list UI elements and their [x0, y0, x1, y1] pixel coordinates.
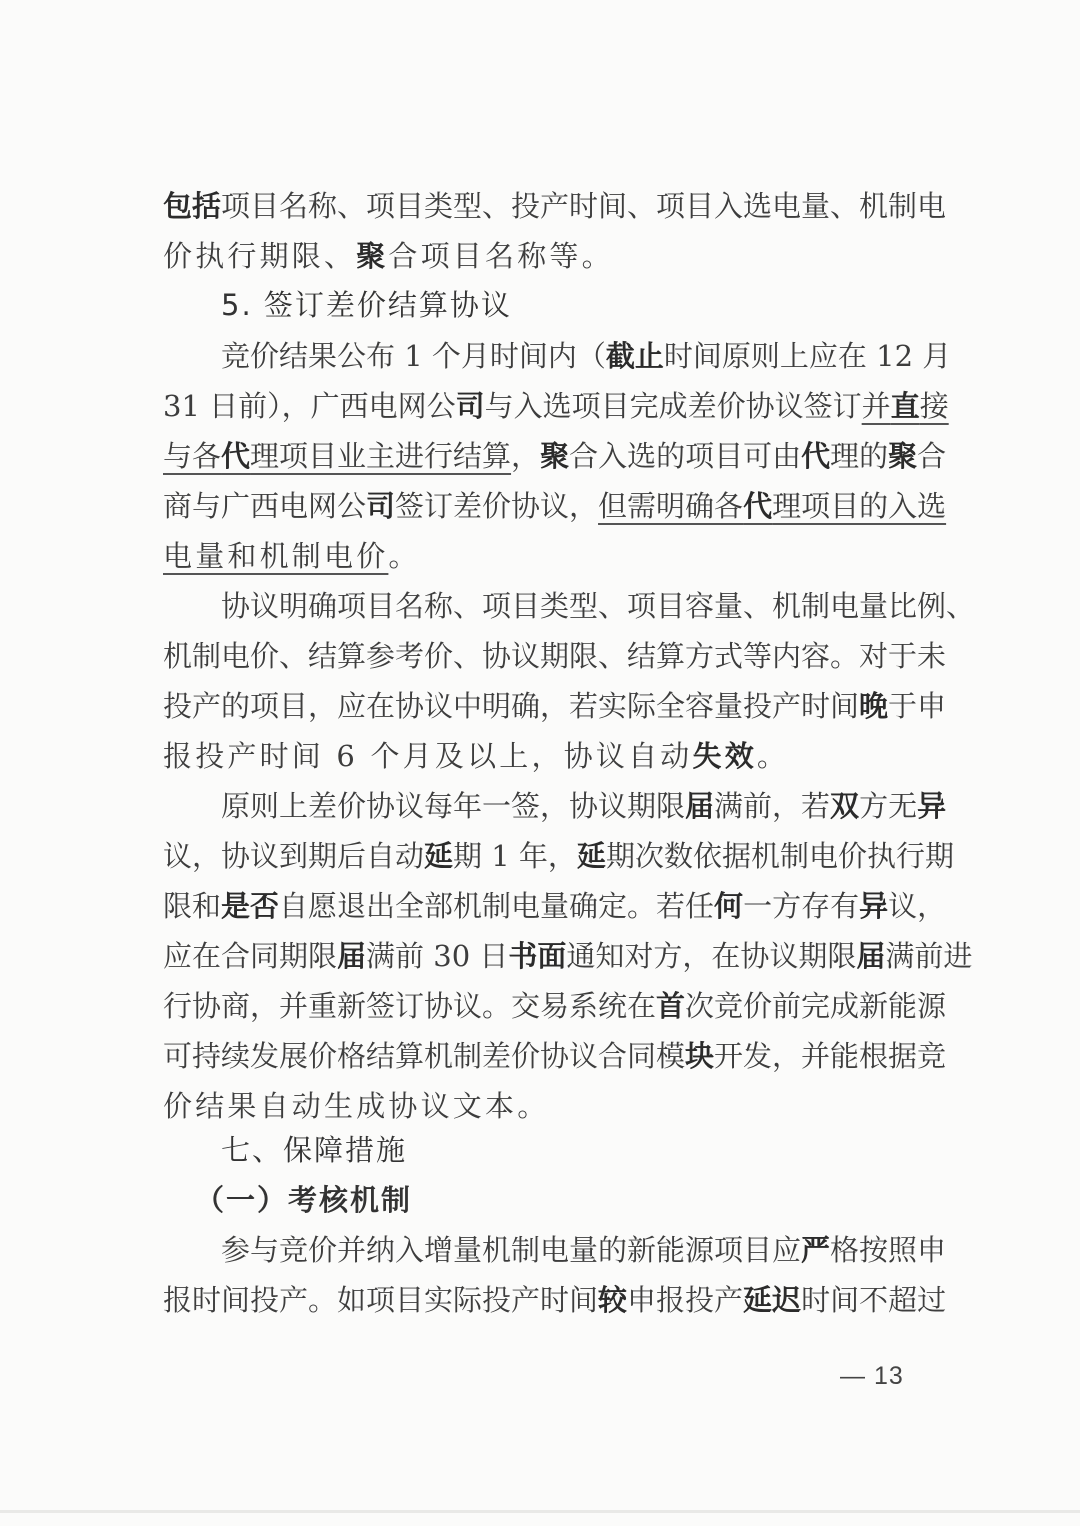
text-span: 首	[656, 989, 686, 1023]
text-span: 合	[917, 439, 947, 473]
text-span: ，	[511, 439, 541, 473]
text-span: 机制电价、结算参考价、协议期限、结算方式等内容。对于未	[163, 639, 947, 673]
text-span: 包括	[163, 189, 222, 223]
text-span: 于申	[888, 689, 947, 723]
paragraph-line	[163, 1086, 923, 1126]
text-span: 何	[714, 889, 744, 923]
text-span: 满前进	[885, 939, 973, 973]
text-span: 投产的项目，应在协议中明确，若实际全容量投产时间	[163, 689, 860, 723]
paragraph-line	[163, 686, 947, 726]
text-span: 应在合同期限	[163, 939, 338, 973]
text-span: 签订差价协议，	[395, 489, 599, 523]
text-span: 原则上差价协议每年一签，协议期限	[221, 789, 686, 823]
text-span: 是否	[221, 889, 280, 923]
text-span: 与入选项目完成差价协议签订	[484, 389, 862, 423]
text-span: 报投产时间 6 个月及以上，协议自动	[163, 739, 693, 773]
text-span: 严	[801, 1233, 831, 1267]
text-span: 开发，并能根据竞	[714, 1039, 947, 1073]
text-span: 理的	[830, 439, 889, 473]
underlined-text: 电量和机制电价	[163, 539, 389, 573]
text-span: 届	[856, 939, 886, 973]
paragraph-line	[163, 486, 947, 526]
text-span: 失效	[692, 739, 757, 773]
paragraph-line	[163, 436, 947, 476]
subsection-heading: （一）考核机制	[195, 1183, 413, 1217]
text-span: 合入选的项目可由	[569, 439, 802, 473]
text-span: 聚	[356, 239, 389, 273]
paragraph-line	[221, 336, 952, 376]
underlined-text: 直	[890, 389, 920, 423]
underlined-text: 与各	[163, 439, 222, 473]
underlined-text: 代	[743, 489, 773, 523]
text-span: 竞价结果公布 1 个月时间内（	[221, 339, 606, 373]
text-span: 聚	[888, 439, 918, 473]
text-span: 延	[576, 839, 606, 873]
text-span: 满前，若	[714, 789, 831, 823]
paragraph-line	[221, 786, 947, 826]
text-span: 代	[801, 439, 831, 473]
text-span: 价执行期限、	[163, 239, 357, 273]
text-span: 价结果自动生成协议文本。	[163, 1089, 550, 1123]
text-span: 。	[388, 539, 421, 573]
paragraph-line	[163, 1036, 947, 1076]
underlined-text: 代	[221, 439, 251, 473]
text-span: 司	[455, 389, 485, 423]
text-span: 商与广西电网公	[163, 489, 367, 523]
paragraph-line	[163, 936, 973, 976]
paragraph-line	[163, 186, 947, 226]
text-span: 。	[756, 739, 790, 773]
text-span: 合项目名称等。	[388, 239, 614, 273]
text-span: 申报投产	[627, 1283, 744, 1317]
text-span: 届	[685, 789, 715, 823]
text-span: 议，	[888, 889, 947, 923]
underlined-text: 接	[919, 389, 949, 423]
text-span: 通知对方，在协议期限	[566, 939, 857, 973]
text-span: 书面	[508, 939, 567, 973]
text-span: 项目名称、项目类型、投产时间、项目入选电量、机制电	[221, 189, 947, 223]
page-number: — 13	[840, 1362, 904, 1390]
underlined-text: 并	[861, 389, 891, 423]
text-span: 时间不超过	[801, 1283, 947, 1317]
text-span: 一方存有	[743, 889, 860, 923]
text-span: 次竞价前完成新能源	[685, 989, 947, 1023]
text-span: 异	[917, 789, 947, 823]
paragraph-line	[163, 1280, 947, 1320]
text-span: 晚	[859, 689, 889, 723]
paragraph-line	[163, 836, 954, 876]
text-span: 较	[598, 1283, 628, 1317]
text-span: 异	[859, 889, 889, 923]
text-span: 截止	[605, 339, 664, 373]
text-span: 31 日前），广西电网公	[163, 389, 456, 423]
paragraph-line	[221, 1230, 947, 1270]
text-span: 议，协议到期后自动	[163, 839, 425, 873]
paragraph-line	[163, 736, 923, 776]
text-span: 届	[337, 939, 367, 973]
text-span: 参与竞价并纳入增量机制电量的新能源项目应	[221, 1233, 802, 1267]
text-span: 自愿退出全部机制电量确定。若任	[279, 889, 715, 923]
text-span: 协议明确项目名称、项目类型、项目容量、机制电量比例、	[221, 589, 976, 623]
text-span: 块	[685, 1039, 715, 1073]
underlined-text: 理项目业主进行结算	[250, 439, 512, 473]
text-span: 行协商，并重新签订协议。交易系统在	[163, 989, 657, 1023]
text-span: 期 1 年，	[453, 839, 577, 873]
paragraph-line	[163, 236, 923, 276]
text-span: 方无	[859, 789, 918, 823]
chapter-heading: 七、保障措施	[221, 1133, 408, 1167]
paragraph-line	[221, 586, 976, 626]
paragraph-line	[163, 636, 947, 676]
text-span: 延	[424, 839, 454, 873]
underlined-text: 但需明确各	[598, 489, 744, 523]
section-heading: 5. 签订差价结算协议	[221, 288, 512, 322]
text-span: 时间原则上应在 12 月	[663, 339, 952, 373]
text-span: 双	[830, 789, 860, 823]
page-bottom-edge	[0, 1510, 1080, 1513]
text-span: 满前 30 日	[366, 939, 509, 973]
underlined-text: 理项目的入选	[772, 489, 947, 523]
text-span: 司	[366, 489, 396, 523]
paragraph-line	[163, 536, 923, 576]
text-span: 限和	[163, 889, 222, 923]
text-span: 格按照申	[830, 1233, 947, 1267]
paragraph-line	[163, 986, 947, 1026]
text-span: 延迟	[743, 1283, 802, 1317]
text-span: 报时间投产。如项目实际投产时间	[163, 1283, 599, 1317]
paragraph-line	[163, 886, 947, 926]
text-span: 聚	[540, 439, 570, 473]
text-span: 可持续发展价格结算机制差价协议合同模	[163, 1039, 686, 1073]
text-span: 期次数依据机制电价执行期	[605, 839, 954, 873]
paragraph-line	[163, 386, 949, 426]
